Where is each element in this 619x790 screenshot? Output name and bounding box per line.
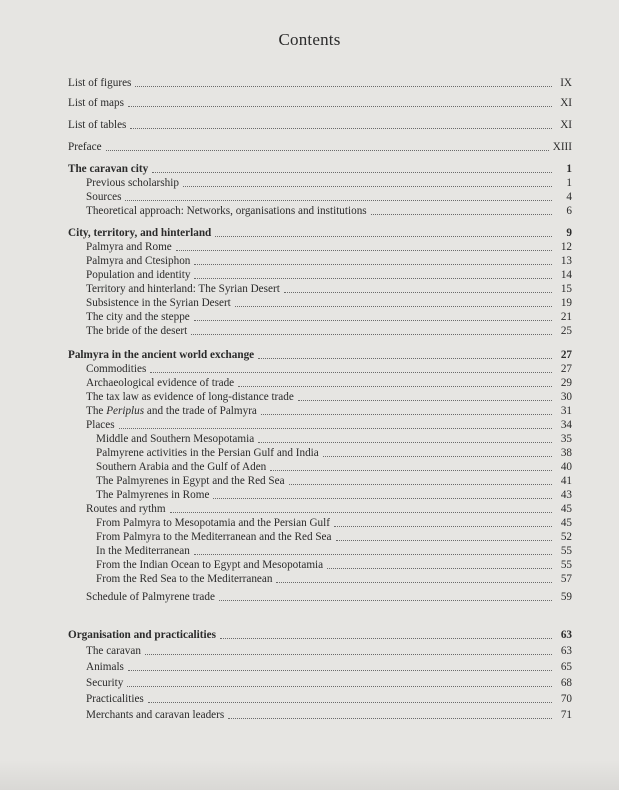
toc-entry-title: The Palmyrenes in Rome (96, 489, 210, 501)
toc-entry (86, 310, 572, 324)
toc-entry-page: 27 (560, 349, 572, 361)
leader-dots (261, 413, 552, 415)
toc-entry (86, 296, 572, 310)
leader-dots (106, 149, 549, 151)
toc-entry (96, 572, 572, 586)
toc-entry-title: Previous scholarship (86, 177, 179, 189)
toc-entry-title: Palmyra and Ctesiphon (86, 255, 191, 267)
leader-dots (170, 511, 552, 513)
toc-entry (68, 96, 572, 110)
leader-dots (191, 333, 552, 335)
leader-dots (194, 553, 552, 555)
toc-entry-page: IX (560, 77, 572, 89)
toc-entry-title: List of figures (68, 77, 132, 89)
toc-entry-title: Palmyrene activities in the Persian Gulf and India (96, 447, 319, 459)
leader-dots (235, 305, 552, 307)
toc-entry-title: Sources (86, 191, 122, 203)
toc-entry-title: The caravan city (68, 163, 149, 175)
leader-dots (334, 525, 552, 527)
leader-dots (130, 127, 552, 129)
toc-entry-page: 57 (560, 573, 572, 585)
toc-entry (86, 268, 572, 282)
toc-entry (96, 474, 572, 488)
toc-entry-title: City, territory, and hinterland (68, 227, 212, 239)
toc-entry (96, 432, 572, 446)
toc-entry (86, 254, 572, 268)
toc-entry (86, 418, 572, 432)
leader-dots (135, 85, 552, 87)
toc-entry-title: From the Indian Ocean to Egypt and Mesopotamia (96, 559, 324, 571)
toc-entry-page: 27 (560, 363, 572, 375)
toc-entry (68, 76, 572, 90)
toc-entry-page: 45 (560, 517, 572, 529)
toc-entry (86, 692, 572, 706)
toc-entry (86, 676, 572, 690)
leader-dots (145, 653, 552, 655)
toc-entry-page: 40 (560, 461, 572, 473)
toc-entry-page: 29 (560, 377, 572, 389)
toc-entry-title: Commodities (86, 363, 147, 375)
leader-dots (289, 483, 552, 485)
toc-entry-page: 59 (560, 591, 572, 603)
leader-dots (336, 539, 553, 541)
toc-entry (86, 240, 572, 254)
toc-entry-page: 35 (560, 433, 572, 445)
toc-entry-title: The caravan (86, 645, 141, 657)
toc-entry-title: Preface (68, 141, 102, 153)
toc-entry-page: 34 (560, 419, 572, 431)
toc-entry-title: Middle and Southern Mesopotamia (96, 433, 255, 445)
toc-entry-title: The Palmyrenes in Egypt and the Red Sea (96, 475, 285, 487)
toc-entry-title: List of tables (68, 119, 127, 131)
toc-entry-title: Routes and rythm (86, 503, 166, 515)
toc-entry (68, 628, 572, 642)
toc-entry-page: 1 (566, 163, 572, 175)
toc-entry (86, 376, 572, 390)
toc-entry-title: From Palmyra to the Mediterranean and the Red Sea (96, 531, 332, 543)
toc-entry (96, 544, 572, 558)
leader-dots (152, 171, 552, 173)
leader-dots (327, 567, 552, 569)
leader-dots (219, 599, 552, 601)
toc-entry-page: 31 (560, 405, 572, 417)
toc-entry (96, 460, 572, 474)
toc-entry (68, 226, 572, 240)
toc-entry-page: 70 (560, 693, 572, 705)
leader-dots (125, 199, 552, 201)
toc-entry-page: 25 (560, 325, 572, 337)
toc-entry (86, 190, 572, 204)
toc-entry (68, 140, 572, 154)
toc-entry-page: 19 (560, 297, 572, 309)
leader-dots (213, 497, 552, 499)
leader-dots (215, 235, 552, 237)
leader-dots (183, 185, 552, 187)
toc-entry (86, 708, 572, 722)
toc-entry-page: 55 (560, 559, 572, 571)
toc-entry-title: Places (86, 419, 115, 431)
leader-dots (323, 455, 552, 457)
leader-dots (276, 581, 552, 583)
leader-dots (148, 701, 552, 703)
leader-dots (284, 291, 552, 293)
toc-entry-page: 55 (560, 545, 572, 557)
toc-entry-title: From the Red Sea to the Mediterranean (96, 573, 273, 585)
toc-entry-title: Practicalities (86, 693, 144, 705)
toc-entry-title: The Periplus and the trade of Palmyra (86, 405, 257, 417)
toc-entry (86, 390, 572, 404)
toc-entry-title: The city and the steppe (86, 311, 190, 323)
toc-entry (86, 644, 572, 658)
toc-entry-title: Theoretical approach: Networks, organisations and institutions (86, 205, 367, 217)
leader-dots (150, 371, 552, 373)
leader-dots (128, 105, 552, 107)
toc-entry-page: 4 (566, 191, 572, 203)
leader-dots (258, 441, 552, 443)
toc-entry-title: Merchants and caravan leaders (86, 709, 225, 721)
toc-entry-title: Palmyra in the ancient world exchange (68, 349, 255, 361)
page-edge (0, 760, 619, 790)
toc-entry-title: Schedule of Palmyrene trade (86, 591, 215, 603)
toc-entry-page: 71 (560, 709, 572, 721)
toc-entry (96, 446, 572, 460)
leader-dots (270, 469, 552, 471)
toc-entry (96, 530, 572, 544)
leader-dots (194, 263, 552, 265)
toc-entry-page: 63 (560, 645, 572, 657)
toc-entry (68, 162, 572, 176)
toc-entry-title: Security (86, 677, 124, 689)
toc-entry-page: XI (560, 119, 572, 131)
toc-entry-page: 13 (560, 255, 572, 267)
toc-entry-page: XI (560, 97, 572, 109)
toc-entry (68, 348, 572, 362)
leader-dots (238, 385, 552, 387)
toc-entry-page: 30 (560, 391, 572, 403)
toc-entry-page: 38 (560, 447, 572, 459)
toc-entry-page: 65 (560, 661, 572, 673)
toc-entry-page: 68 (560, 677, 572, 689)
toc-entry (86, 404, 572, 418)
leader-dots (220, 637, 552, 639)
toc-entry-title: Territory and hinterland: The Syrian Desert (86, 283, 280, 295)
toc-entry-page: 1 (566, 177, 572, 189)
leader-dots (176, 249, 552, 251)
toc-entry-page: 12 (560, 241, 572, 253)
toc-entry (86, 502, 572, 516)
toc-entry (86, 660, 572, 674)
toc-entry-title: The bride of the desert (86, 325, 188, 337)
leader-dots (298, 399, 552, 401)
toc-entry (86, 362, 572, 376)
toc-entry-title: Subsistence in the Syrian Desert (86, 297, 231, 309)
toc-entry (86, 590, 572, 604)
toc-entry-title: From Palmyra to Mesopotamia and the Persian Gulf (96, 517, 330, 529)
leader-dots (371, 213, 552, 215)
leader-dots (228, 717, 552, 719)
toc-entry-page: 14 (560, 269, 572, 281)
leader-dots (258, 357, 552, 359)
toc-entry-page: 43 (560, 489, 572, 501)
toc-entry-page: 52 (560, 531, 572, 543)
toc-entry-page: 6 (566, 205, 572, 217)
leader-dots (128, 669, 552, 671)
toc-entry-title: Southern Arabia and the Gulf of Aden (96, 461, 267, 473)
leader-dots (119, 427, 552, 429)
page-title: Contents (278, 30, 341, 49)
toc-entry-title: In the Mediterranean (96, 545, 190, 557)
leader-dots (194, 319, 552, 321)
toc-entry-title: Animals (86, 661, 124, 673)
toc-entry (96, 516, 572, 530)
toc-entry-page: XIII (552, 141, 572, 153)
toc-entry-title: List of maps (68, 97, 124, 109)
toc-entry (96, 558, 572, 572)
toc-entry-title: Population and identity (86, 269, 191, 281)
leader-dots (127, 685, 552, 687)
toc-entry-page: 45 (560, 503, 572, 515)
toc-entry-title: The tax law as evidence of long-distance trade (86, 391, 294, 403)
leader-dots (194, 277, 552, 279)
toc-entry (96, 488, 572, 502)
toc-entry (86, 176, 572, 190)
toc-entry (68, 118, 572, 132)
toc-entry-page: 63 (560, 629, 572, 641)
toc-entry-title: Palmyra and Rome (86, 241, 172, 253)
toc-entry (86, 204, 572, 218)
toc-entry-title: Archaeological evidence of trade (86, 377, 235, 389)
toc-entry-page: 21 (560, 311, 572, 323)
toc-entry-page: 41 (560, 475, 572, 487)
toc-entry (86, 324, 572, 338)
toc-entry-title: Organisation and practicalities (68, 629, 216, 641)
toc-entry-page: 15 (560, 283, 572, 295)
toc-entry-page: 9 (566, 227, 572, 239)
toc-entry (86, 282, 572, 296)
